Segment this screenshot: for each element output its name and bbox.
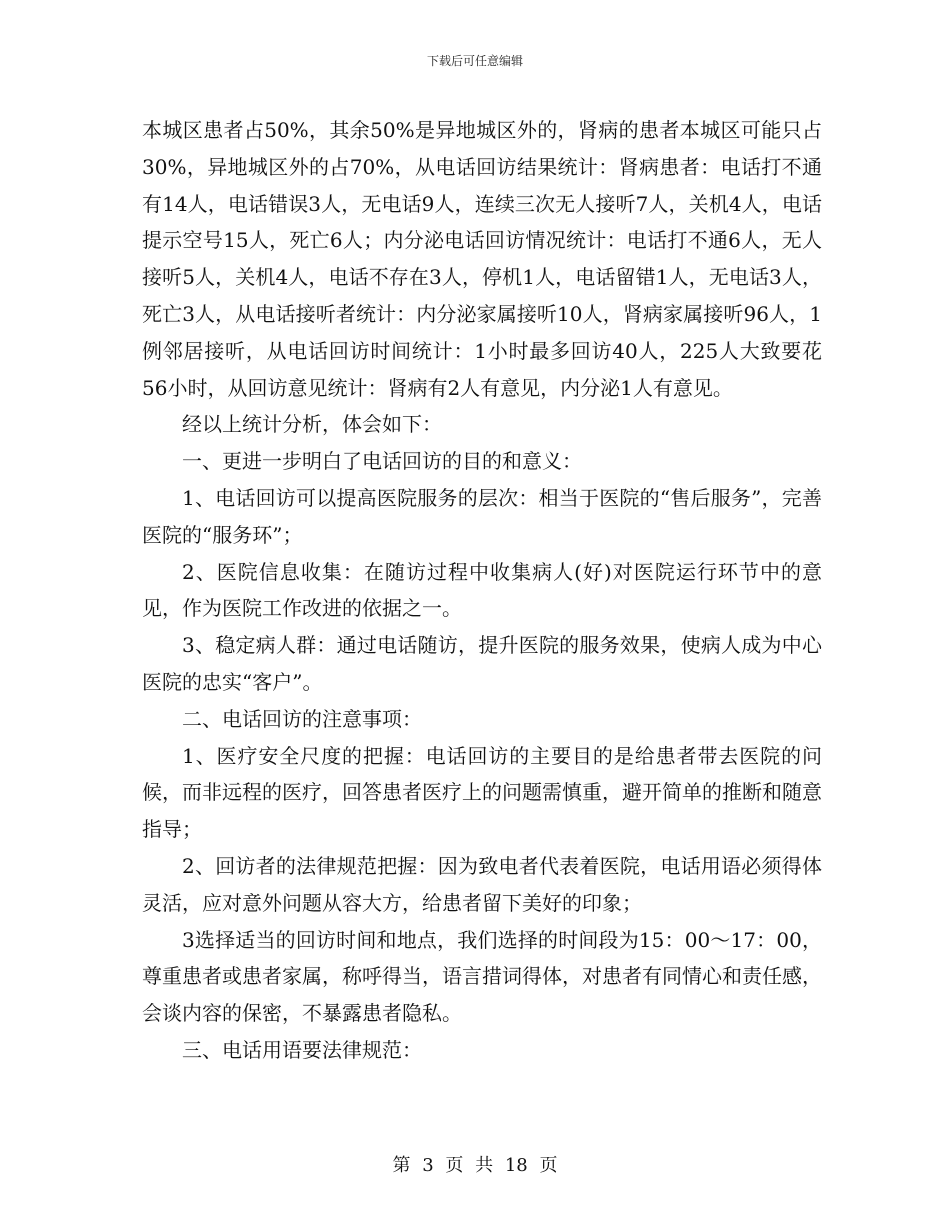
document-body: [142, 112, 822, 1069]
section-heading-precautions: 二、电话回访的注意事项：: [182, 706, 422, 731]
list-item-medical-safety: 1、医疗安全尺度的把握：电话回访的主要目的是给患者带去医院的问候，而非远程的医疗，回答患者医疗上的问题需慎重，避开简单的推断和随意指导；: [142, 743, 822, 842]
section-heading-language: 三、电话用语要法律规范：: [182, 1037, 422, 1062]
section-heading-purpose: 一、更进一步明白了电话回访的目的和意义：: [182, 449, 582, 474]
paragraph-analysis-intro: 经以上统计分析，体会如下：: [182, 412, 442, 437]
paragraph-continued-statistics: 本城区患者占50%，其余50%是异地城区外的，肾病的患者本城区可能只占30%，异地城区外的占70%，从电话回访结果统计：肾病患者：电话打不通有14人，电话错误3人，无电话9人，连续三次无人接听7人，关机4人，电话提示空号15人，死亡6人；内分泌电话回访情况统计：电话打不通6人，无人接听5人，关机4人，电话不存在3人，停机1人，电话留错1人，无电话3人，死亡3人，从电话接听者统计：内分泌家属接听10人，肾病家属接听96人，1例邻居接听，从电话回访时间统计：1小时最多回访40人，225人大致要花56小时，从回访意见统计：肾病有2人有意见，内分泌1人有意见。: [142, 118, 822, 400]
list-item-stabilize-patients: 3、稳定病人群：通过电话随访，提升医院的服务效果，使病人成为中心医院的忠实“客户”。: [142, 633, 822, 694]
list-item-info-collection: 2、医院信息收集：在随访过程中收集病人(好)对医院运行环节中的意见，作为医院工作改进的依据之一。: [142, 559, 822, 621]
page-number: 第 3 页 共 18 页: [392, 1155, 558, 1176]
list-item-service-level: 1、电话回访可以提高医院服务的层次：相当于医院的“售后服务”，完善医院的“服务环”；: [142, 485, 822, 547]
page-header: 下载后可任意编辑: [426, 54, 523, 68]
list-item-legal-norms: 2、回访者的法律规范把握：因为致电者代表着医院，电话用语必须得体灵活，应对意外问题从容大方，给患者留下美好的印象；: [142, 853, 822, 915]
list-item-visit-time: 3选择适当的回访时间和地点，我们选择的时间段为15：00～17：00，尊重患者或患者家属，称呼得当，语言措词得体，对患者有同情心和责任感，会谈内容的保密，不暴露患者隐私。: [142, 927, 822, 1026]
